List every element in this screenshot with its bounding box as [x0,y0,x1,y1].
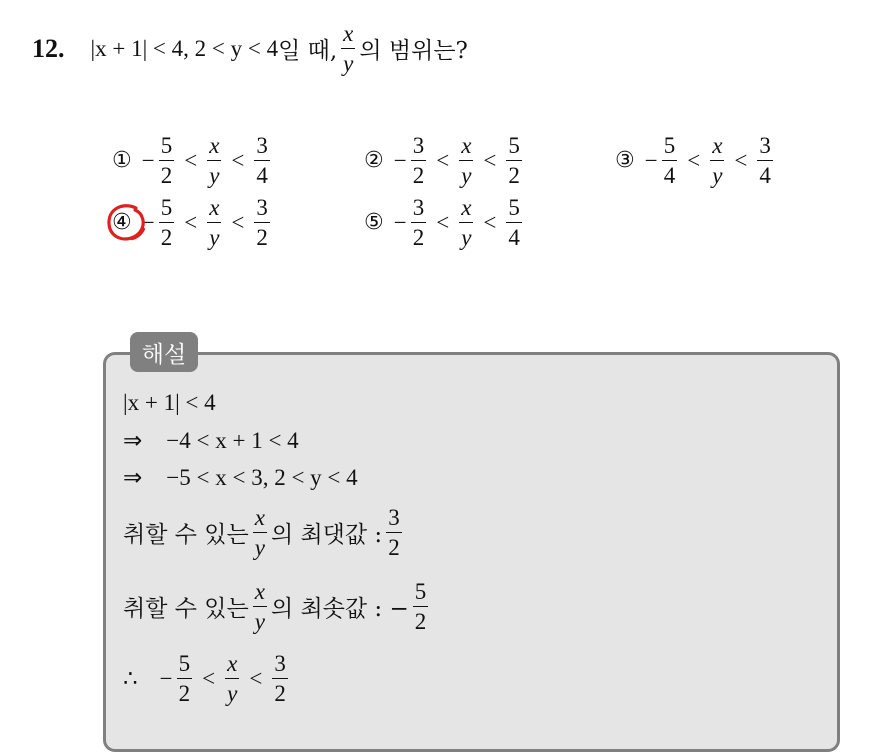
solution-min-line [123,580,432,633]
choice-marker-glyph: ④ [112,210,132,235]
choice-lhs-fraction [159,134,175,187]
less-than: < [436,209,450,235]
min-xy-fraction [253,580,267,633]
denominator: 2 [254,222,270,249]
max-xy-fraction [253,506,267,559]
minus-sign: − [393,147,407,173]
denominator: y [225,678,239,705]
numerator: x [461,195,472,220]
choice-rhs-fraction [757,134,773,187]
solution-tag: 해설 [130,332,198,372]
denominator: 2 [386,532,402,559]
denominator: 4 [254,160,270,187]
denominator: 2 [272,678,288,705]
denominator: 2 [159,160,175,187]
solution-line-3 [123,465,358,491]
choice-marker: ③ [615,148,635,173]
minus-sign: − [141,147,155,173]
less-than: < [249,665,263,691]
solution-max-line [123,506,406,559]
implies-arrow: ⇒ [123,465,143,491]
choice-lhs-fraction [411,196,427,249]
solution-line-2 [123,428,299,454]
denominator: 2 [506,160,522,187]
minus-sign: − [141,209,155,235]
numerator: 5 [508,195,520,220]
numerator: 3 [256,195,268,220]
min-label: 의 최솟값 : − [270,596,409,622]
solution-line-2-text: −4 < x + 1 < 4 [166,428,299,453]
choice-1[interactable] [112,134,274,187]
choice-mid-fraction [459,196,473,249]
minus-sign: − [644,147,658,173]
denominator: y [207,160,221,187]
denominator: 2 [177,678,193,705]
denominator: 4 [757,160,773,187]
less-than: < [687,147,701,173]
numerator: 5 [663,133,676,158]
min-prefix: 취할 수 있는 [123,596,249,622]
less-than: < [483,209,497,235]
denominator: 2 [159,222,175,249]
final-xy-fraction [225,652,239,705]
numerator: 3 [274,651,286,676]
numerator: x [461,133,472,158]
question-number: 12. [32,33,65,63]
numerator: 5 [160,195,173,220]
numerator: x [209,133,220,158]
denominator: y [459,222,473,249]
less-than: < [184,209,198,235]
question-fraction-denominator: y [341,48,355,75]
choice-mid-fraction [710,134,724,187]
max-prefix: 취할 수 있는 [123,522,249,548]
numerator: 3 [759,133,771,158]
solution-line-3-text: −5 < x < 3, 2 < y < 4 [166,465,358,490]
less-than: < [734,147,748,173]
selection-circle-icon [102,200,150,248]
numerator: 3 [412,195,425,220]
solution-final-line [123,652,292,705]
denominator: y [253,532,267,559]
solution-line-1: |x + 1| < 4 [123,390,216,415]
choice-marker: ② [364,148,384,173]
denominator: 4 [662,160,678,187]
denominator: y [253,606,267,633]
choice-marker: ⑤ [364,210,384,235]
question-condition: |x + 1| < 4, 2 < y < 4 [90,35,279,61]
choice-5[interactable] [364,196,526,249]
implies-arrow: ⇒ [123,428,143,454]
question-condition-connector: 일 때, [278,38,338,64]
less-than: < [202,665,216,691]
min-value-fraction [413,580,429,633]
denominator: 2 [411,222,427,249]
denominator: y [710,160,724,187]
choice-4[interactable] [112,196,274,249]
numerator: x [209,195,220,220]
choice-rhs-fraction [506,196,522,249]
choice-2[interactable] [364,134,526,187]
numerator: x [254,579,265,604]
numerator: 5 [508,133,520,158]
choice-rhs-fraction [506,134,522,187]
max-value-fraction [386,506,402,559]
question-fraction-numerator: x [343,21,354,46]
less-than: < [483,147,497,173]
choice-lhs-fraction [411,134,427,187]
minus-sign: − [393,209,407,235]
numerator: 5 [178,651,191,676]
numerator: x [227,651,238,676]
denominator: 4 [506,222,522,249]
choice-mid-fraction [207,134,221,187]
choice-marker: ① [112,148,132,173]
numerator: x [254,505,265,530]
choice-mid-fraction [207,196,221,249]
question-header [32,22,468,75]
choice-mid-fraction [459,134,473,187]
numerator: 5 [414,579,427,604]
question-fraction [341,22,355,75]
denominator: 2 [413,606,429,633]
choice-marker [112,210,132,235]
max-label: 의 최댓값 : [270,522,383,548]
final-rhs-fraction [272,652,288,705]
minus-sign: − [159,665,173,691]
therefore-symbol: ∴ [123,665,138,692]
choice-3[interactable] [615,134,777,187]
choice-lhs-fraction [159,196,175,249]
numerator: 5 [160,133,173,158]
numerator: 3 [412,133,425,158]
question-suffix: 의 범위는? [359,38,468,64]
less-than: < [231,209,245,235]
final-lhs-fraction [177,652,193,705]
denominator: 2 [411,160,427,187]
denominator: y [207,222,221,249]
numerator: x [712,133,723,158]
denominator: y [459,160,473,187]
less-than: < [436,147,450,173]
less-than: < [184,147,198,173]
choice-rhs-fraction [254,196,270,249]
numerator: 3 [256,133,268,158]
choice-rhs-fraction [254,134,270,187]
less-than: < [231,147,245,173]
numerator: 3 [388,505,400,530]
choice-lhs-fraction [662,134,678,187]
